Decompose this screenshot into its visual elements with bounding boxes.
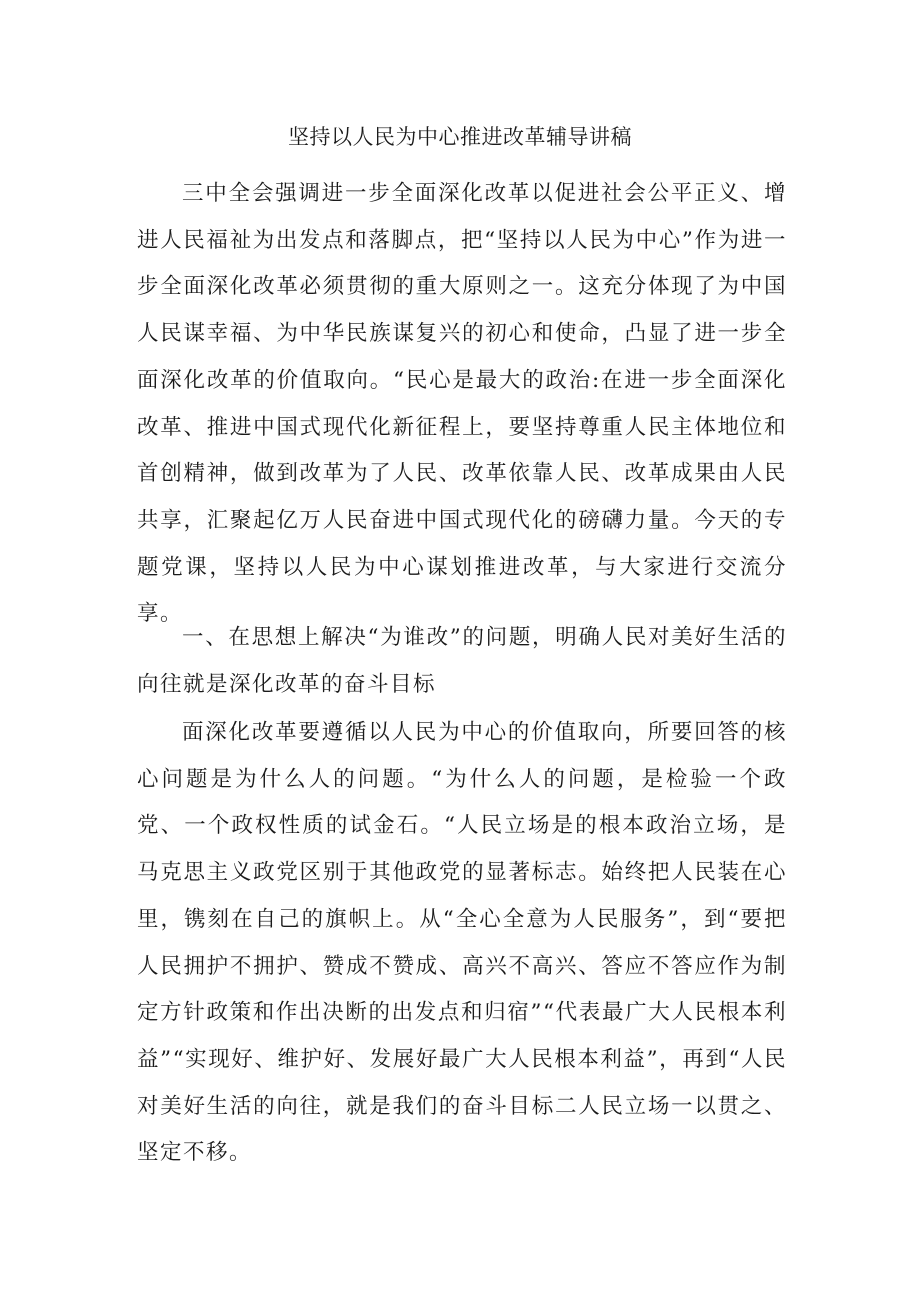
paragraph-introduction: 三中全会强调进一步全面深化改革以促进社会公平正义、增进人民福祉为出发点和落脚点，把“坚持以人民为中心”作为进一步全面深化改革必须贯彻的重大原则之一。这充分体现了为中国人民谋幸福、为中华民族谋复兴的初心和使命，凸显了进一步全面深化改革的价值取向。“民心是最大的政治:在进一步全面深化改革、推进中国式现代化新征程上，要坚持尊重人民主体地位和首创精神，做到改革为了人民、改革依靠人民、改革成果由人民共享，汇聚起亿万人民奋进中国式现代化的磅礴力量。今天的专题党课，坚持以人民为中心谋划推进改革，与大家进行交流分享。	[137, 181, 787, 627]
section-heading-one: 一、在思想上解决“为谁改”的问题，明确人民对美好生活的向往就是深化改革的奋斗目标	[137, 625, 787, 697]
paragraph-people-stance: 面深化改革要遵循以人民为中心的价值取向，所要回答的核心问题是为什么人的问题。“为什么人的问题，是检验一个政党、一个政权性质的试金石。“人民立场是的根本政治立场，是马克思主义政党区别于其他政党的显著标志。始终把人民装在心里，镌刻在自己的旗帜上。从“全心全意为人民服务”，到“要把人民拥护不拥护、赞成不赞成、高兴不高兴、答应不答应作为制定方针政策和作出决断的出发点和归宿”“代表最广大人民根本利益”“实现好、维护好、发展好最广大人民根本利益”，再到“人民对美好生活的向往，就是我们的奋斗目标二人民立场一以贯之、坚定不移。	[137, 720, 787, 1166]
document-title: 坚持以人民为中心推进改革辅导讲稿	[288, 125, 632, 149]
